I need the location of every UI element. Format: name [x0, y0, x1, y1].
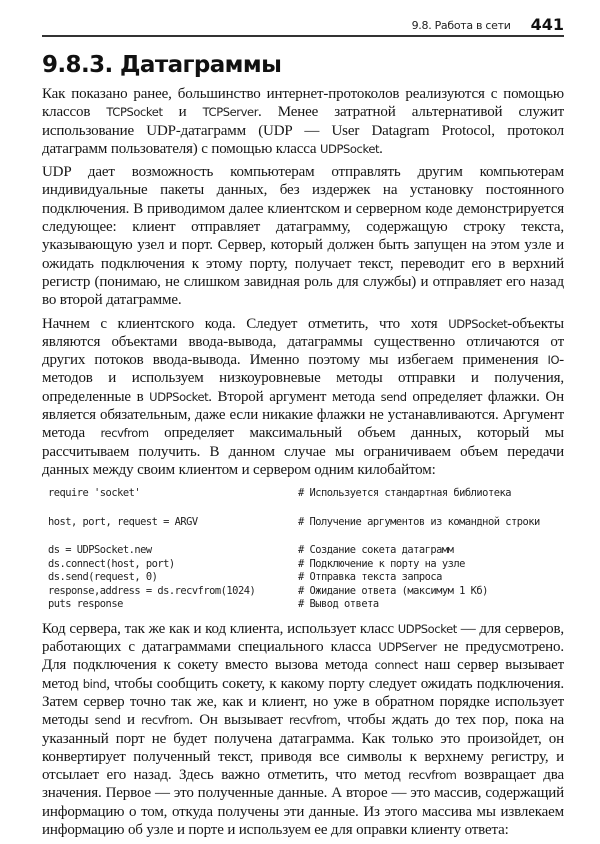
- inline-code: TCPSocket: [106, 105, 163, 120]
- code-line: [42, 501, 564, 516]
- paragraph-text: Код сервера, так же как и код клиента, использует класс: [42, 620, 398, 637]
- running-header: [412, 12, 564, 34]
- paragraph-text: Начнем с клиентского кода. Следует отметить, что хотя: [42, 315, 449, 332]
- paragraphs-before-code: [42, 85, 564, 479]
- paragraph-text: определяет флажки. Он является обязательным, даже если никакие флажки не устанавливаются. Аргумент метода: [42, 388, 564, 442]
- paragraph-text: . Второй аргумент метода: [208, 388, 381, 405]
- paragraph-text: и: [162, 104, 203, 121]
- inline-code: UDPSocket: [320, 141, 380, 156]
- code-source: ds = UDPSocket.new: [48, 544, 152, 557]
- code-source: response,address = ds.recvfrom(1024): [48, 584, 256, 597]
- paragraph-text: . Менее затратной альтернативой служит использование UDP-датаграмм (UDP — User Datagram Protocol, протокол датаграмм пользователя) с помощью класса: [42, 104, 564, 157]
- page-number: 441: [530, 15, 564, 34]
- inline-code: TCPServer: [202, 105, 259, 120]
- paragraph-text: возвращает два значения. Первое — это полученные данные. А второе — это массив, содержащий информацию о том, откуда получены эти данные. Из этого массива мы извлекаем информацию об узле и порте и используем ее для оправки клиенту ответа:: [42, 767, 564, 838]
- code-comment: # Ожидание ответа (максимум 1 Кб): [298, 584, 488, 597]
- code-line: [42, 585, 564, 599]
- code-source: ds.connect(host, port): [48, 557, 175, 570]
- paragraph-text: .: [379, 140, 383, 157]
- paragraph-text: -объекты являются объектами ввода-вывода, датаграммы существенно отличаются от других потоков ввода-вывода. Именно поэтому мы избегаем применения: [42, 315, 564, 369]
- body-text: [42, 85, 564, 844]
- code-source: host, port, request = ARGV: [48, 515, 198, 528]
- inline-code: recvfrom: [141, 713, 190, 728]
- inline-code: recvfrom: [288, 713, 338, 728]
- paragraph-text: , чтобы сообщить сокету, к какому порту следует ожидать подключения. Затем сервер точно так же, как и клиент, но уже в обратном порядке использует методы: [42, 675, 564, 729]
- code-line: [42, 487, 564, 501]
- running-section-title: 9.8. Работа в сети: [411, 19, 511, 32]
- section-heading: 9.8.3. Датаграммы: [42, 52, 282, 78]
- inline-code: recvfrom: [408, 768, 457, 783]
- inline-code: UDPSocket: [397, 621, 457, 636]
- paragraph-text: UDP дает возможность компьютерам отправлять другим компьютерам индивидуальные пакеты данных, без издержек на установку постоянного подключения. В приводимом далее клиентском и серверном коде демонстрируется следующее: клиент отправляет датаграмму, содержащую строку текста, указывающую узел и порт. Сервер, который должен быть запущен на этом узле и ожидать подключения к этому порту, получает текст, переводит его в верхний регистр (понимаю, не слишком завидная роль для службы) и отправляет его назад во второй датаграмме.: [42, 164, 564, 309]
- code-source: require 'socket': [48, 487, 141, 500]
- code-comment: # Отправка текста запроса: [298, 571, 442, 584]
- inline-code: recvfrom: [100, 426, 149, 441]
- code-comment: # Вывод ответа: [298, 598, 379, 611]
- paragraph: [42, 85, 564, 158]
- code-line: [42, 558, 564, 572]
- paragraph-text: . Он вызывает: [189, 712, 289, 729]
- code-line: [42, 516, 564, 530]
- inline-code: connect: [374, 658, 418, 673]
- code-comment: [298, 529, 564, 544]
- inline-code: bind: [82, 676, 107, 691]
- inline-code: UDPSocket: [448, 316, 508, 331]
- paragraph-text: наш сервер вызывает метод: [42, 657, 565, 692]
- code-listing-client: [42, 487, 564, 612]
- paragraph-text: , чтобы ждать до тех пор, пока на указанный порт не будет получена датаграмма. Как только это произойдет, он конвертирует полученный текст, приводя все символы к верхнему регистру, и отсылает его назад. Здесь важно отметить, что метод: [42, 712, 564, 784]
- inline-code: UDPServer: [378, 640, 437, 655]
- code-comment: [298, 501, 564, 516]
- paragraph-text: Как показано ранее, большинство интернет-протоколов реализуются с помощью классов: [42, 86, 564, 121]
- paragraph-text: определяет максимальный объем данных, который мы рассчитываем получить. В данном случае мы ограничиваем объем передачи данных между своим клиентом и сервером одним килобайтом:: [42, 425, 564, 478]
- code-source: puts response: [48, 598, 123, 611]
- code-line: [42, 571, 564, 585]
- code-comment: # Подключение к порту на узле: [298, 557, 465, 570]
- paragraphs-after-code: [42, 620, 564, 840]
- code-line: [42, 544, 564, 558]
- paragraph: [42, 163, 564, 309]
- code-source: [42, 501, 298, 516]
- paragraph: [42, 315, 564, 480]
- inline-code: IO: [547, 353, 560, 368]
- inline-code: UDPSocket: [149, 389, 209, 404]
- paragraph-text: — для серверов, работающих с датаграммами специального класса: [42, 620, 564, 656]
- code-source: [42, 529, 298, 544]
- paragraph-text: не предусмотрено. Для подключения к сокету вместо вызова метода: [42, 639, 565, 674]
- header-rule: [42, 35, 564, 37]
- paragraph: [42, 620, 564, 840]
- code-line: [42, 529, 564, 544]
- code-line: [42, 598, 564, 612]
- paragraph-text: и: [120, 712, 142, 729]
- code-source: ds.send(request, 0): [48, 571, 158, 584]
- code-comment: # Используется стандартная библиотека: [298, 487, 511, 500]
- inline-code: send: [380, 389, 407, 404]
- code-comment: # Создание сокета датаграмм: [298, 544, 454, 557]
- inline-code: send: [94, 713, 121, 728]
- code-comment: # Получение аргументов из командной строки: [298, 515, 540, 528]
- paragraph-text: -методов и используем низкоуровневые методы отправки и получения, определенные в: [42, 352, 564, 405]
